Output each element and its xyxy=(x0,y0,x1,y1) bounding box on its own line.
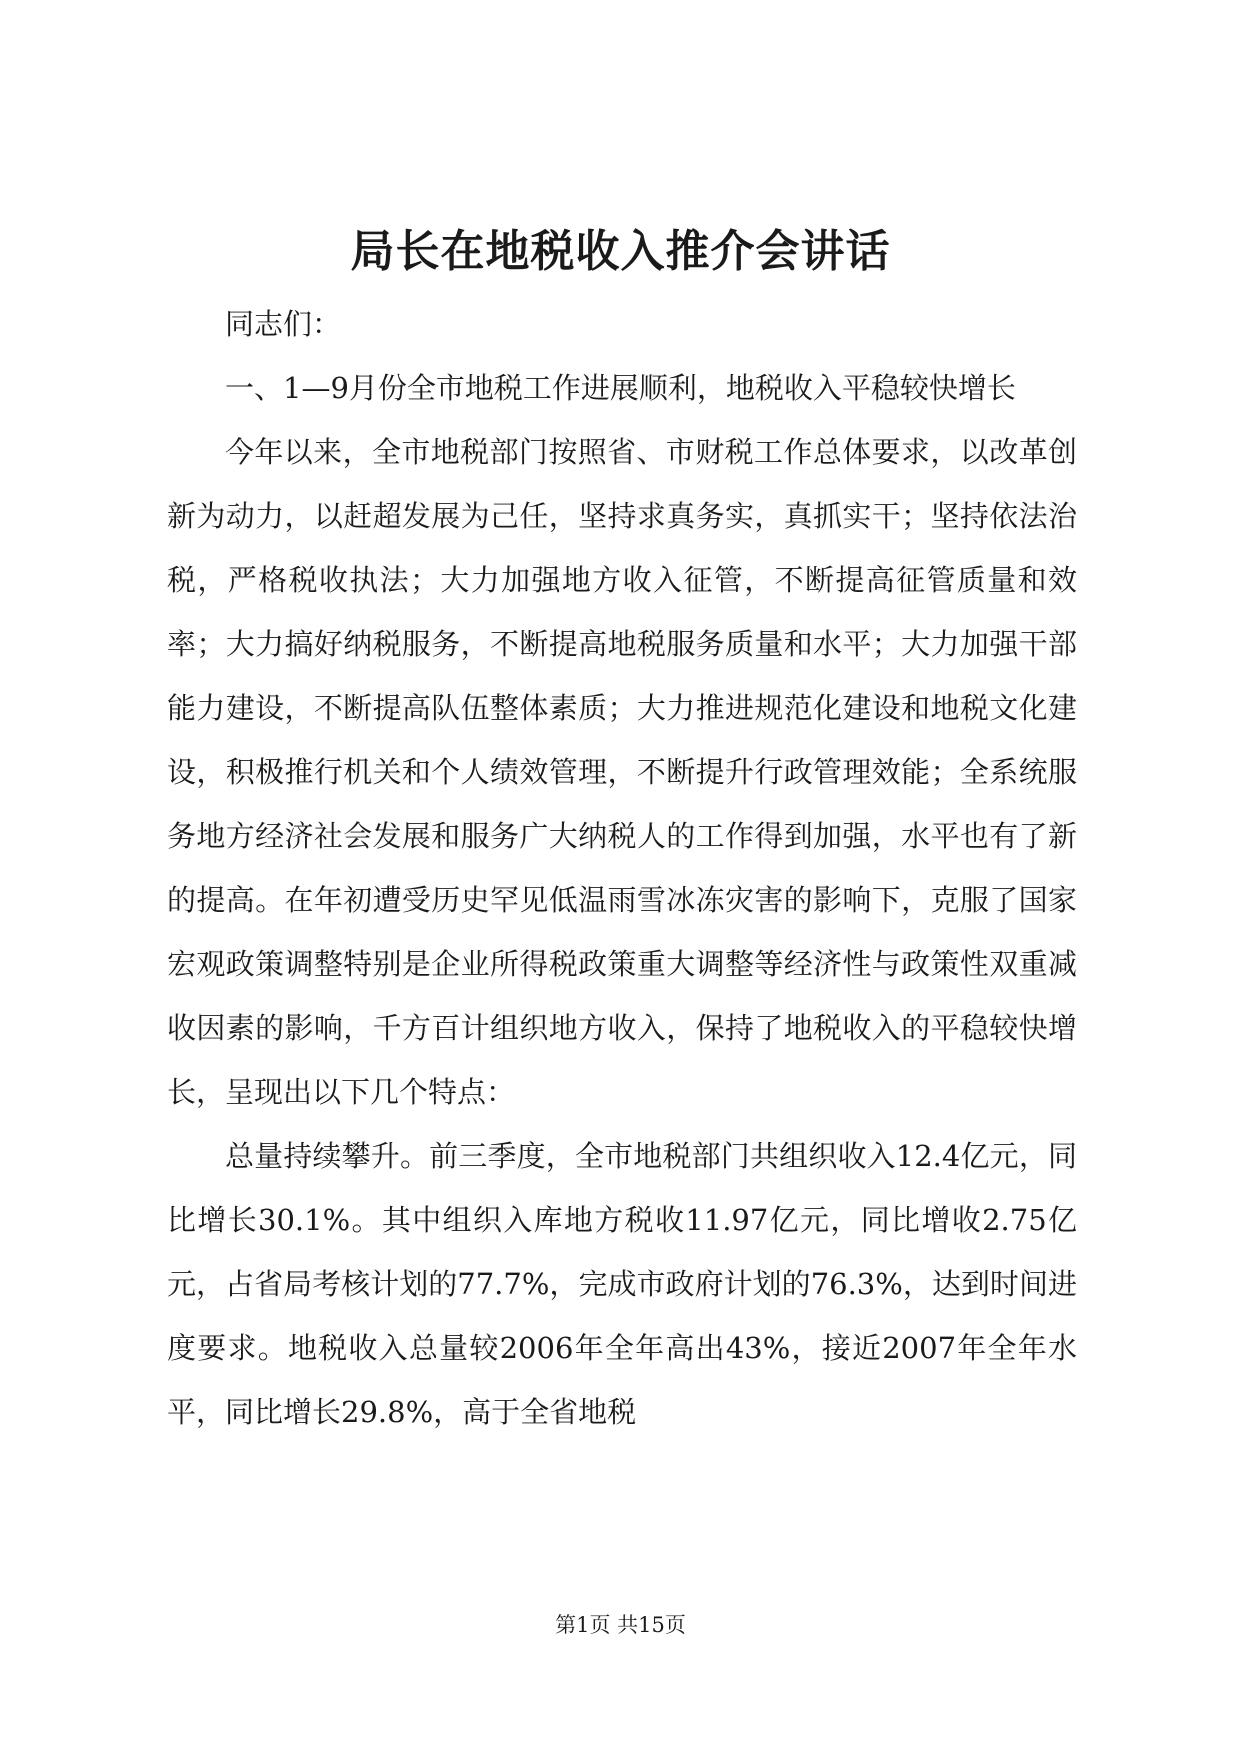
section-heading-paragraph: 一、1—9月份全市地税工作进展顺利，地税收入平稳较快增长 xyxy=(225,371,1016,405)
page-number-footer: 第1页 共15页 xyxy=(555,1613,686,1637)
body-paragraph: 今年以来，全市地税部门按照省、市财税工作总体要求，以改革创新为动力，以赶超发展为己任，坚持求真务实，真抓实干；坚持依法治税，严格税收执法；大力加强地方收入征管，不断提高征管质量和效率；大力搞好纳税服务，不断提高地税服务质量和水平；大力加强干部能力建设，不断提高队伍整体素质；大力推进规范化建设和地税文化建设，积极推行机关和个人绩效管理，不断提升行政管理效能；全系统服务地方经济社会发展和服务广大纳税人的工作得到加强，水平也有了新的提高。在年初遭受历史罕见低温雨雪冰冻灾害的影响下，克服了国家宏观政策调整特别是企业所得税政策重大调整等经济性与政策性双重减收因素的影响，千方百计组织地方收入，保持了地税收入的平稳较快增长，呈现出以下几个特点： xyxy=(167,435,1077,1109)
body-paragraph: 总量持续攀升。前三季度，全市地税部门共组织收入12.4亿元，同比增长30.1%。其中组织入库地方税收11.97亿元，同比增收2.75亿元，占省局考核计划的77.7%，完成市政府计划的76.3%，达到时间进度要求。地税收入总量较2006年全年高出43%，接近2007年全年水平，同比增长29.8%，高于全省地税 xyxy=(167,1139,1077,1429)
salutation-paragraph: 同志们： xyxy=(225,307,342,341)
document-title: 局长在地税收入推介会讲话 xyxy=(350,226,891,277)
document-body xyxy=(167,292,1077,1444)
